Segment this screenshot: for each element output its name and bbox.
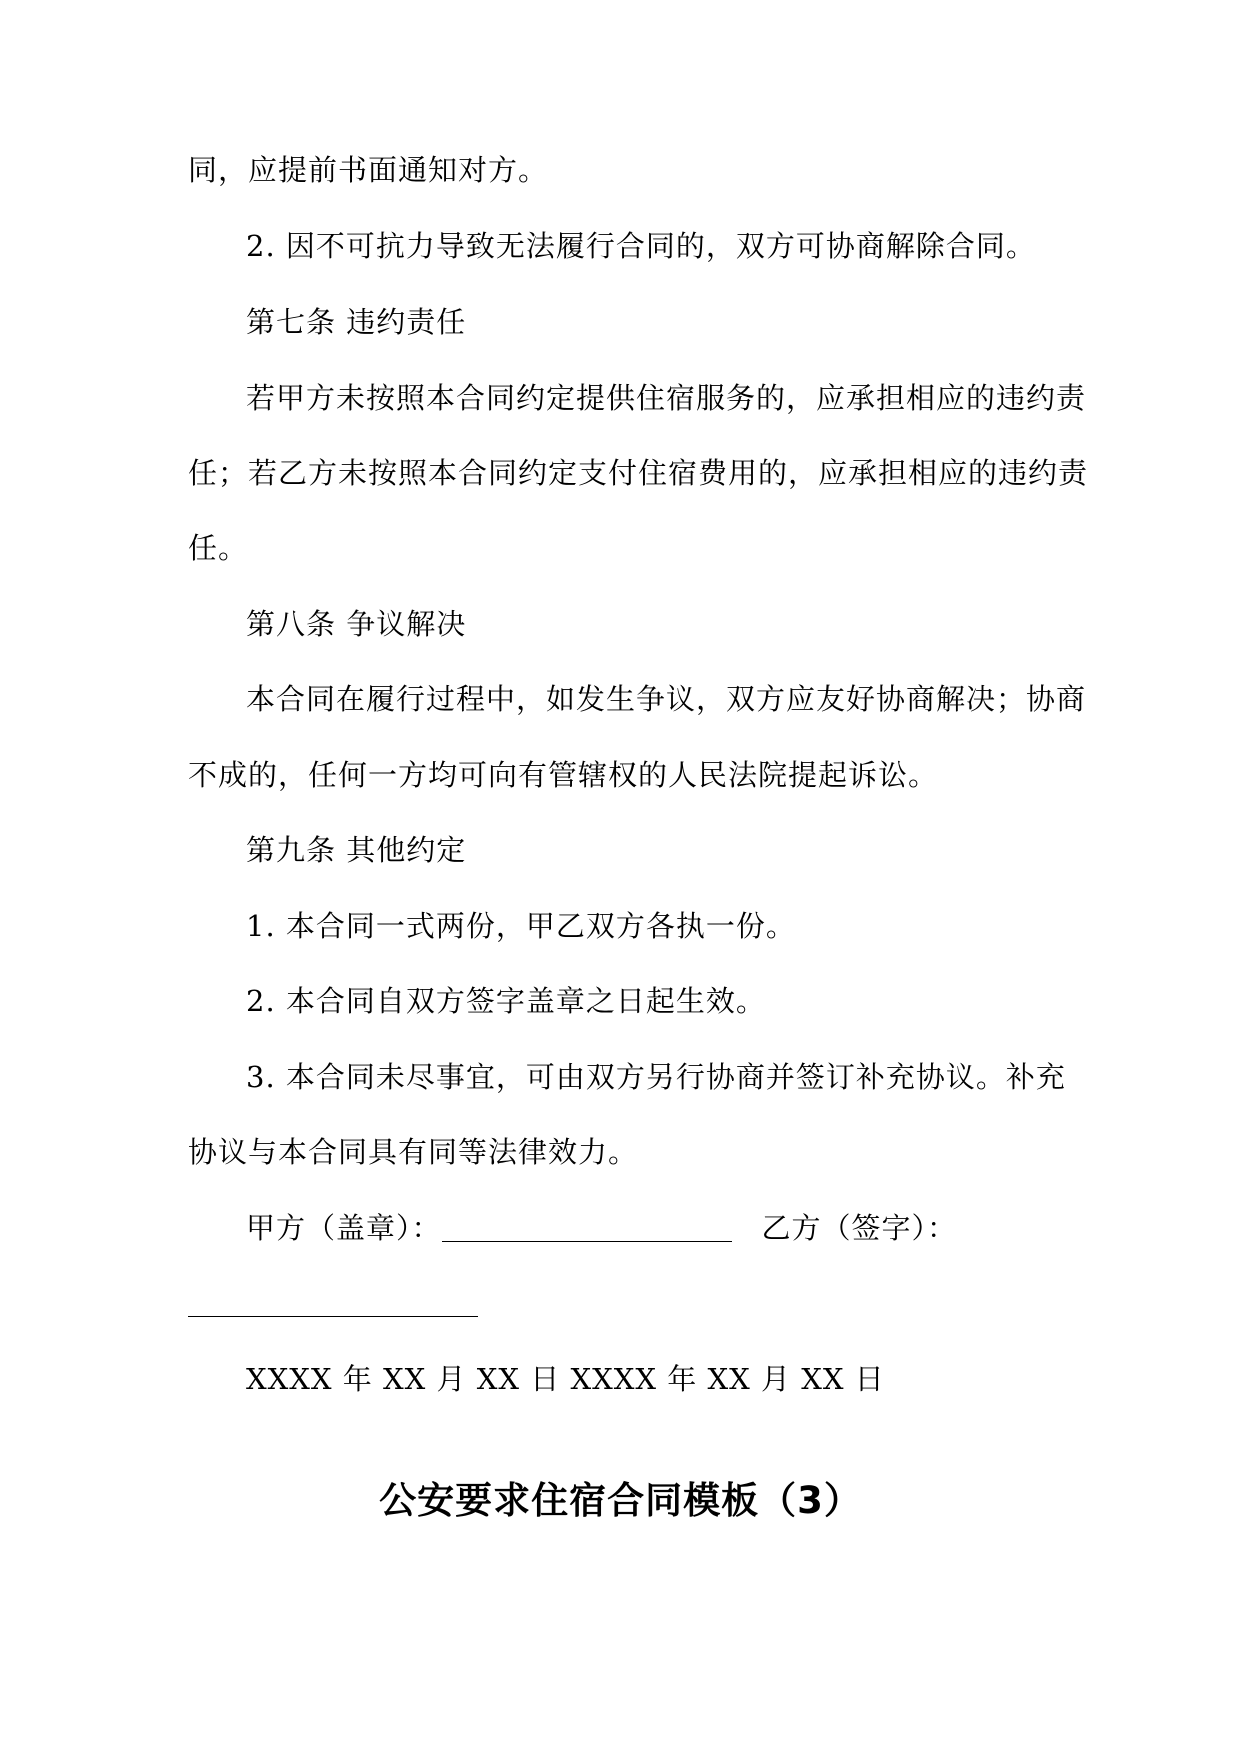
list-item: 3. 本合同未尽事宜，可由双方另行协商并签订补充协议。补充 [246, 1060, 1066, 1094]
party-b-signature-blank [188, 1316, 478, 1317]
paragraph-line: 若甲方未按照本合同约定提供住宿服务的，应承担相应的违约责 [246, 381, 1087, 415]
party-a-label: 甲方（盖章）： [246, 1211, 442, 1245]
section-heading-article-7: 第七条 违约责任 [246, 305, 467, 339]
paragraph-line: 任；若乙方未按照本合同约定支付住宿费用的，应承担相应的违约责 [188, 456, 1089, 490]
paragraph-line: 协议与本合同具有同等法律效力。 [188, 1135, 639, 1169]
paragraph-line: 同，应提前书面通知对方。 [188, 153, 549, 187]
party-b-label: 乙方（签字）： [761, 1211, 958, 1245]
next-contract-title: 公安要求住宿合同模板（3） [379, 1479, 862, 1522]
section-heading-article-8: 第八条 争议解决 [246, 607, 467, 641]
list-item: 2. 因不可抗力导致无法履行合同的，双方可协商解除合同。 [246, 229, 1036, 263]
paragraph-line: 本合同在履行过程中，如发生争议，双方应友好协商解决；协商 [246, 682, 1087, 716]
paragraph-line: 不成的，任何一方均可向有管辖权的人民法院提起诉讼。 [188, 758, 939, 792]
paragraph-line: 任。 [188, 531, 249, 565]
party-a-signature-blank [442, 1240, 732, 1242]
list-item: 1. 本合同一式两份，甲乙双方各执一份。 [246, 909, 796, 943]
date-line: XXXX 年 XX 月 XX 日 XXXX 年 XX 月 XX 日 [246, 1362, 885, 1396]
section-heading-article-9: 第九条 其他约定 [246, 833, 467, 867]
list-item: 2. 本合同自双方签字盖章之日起生效。 [246, 984, 766, 1018]
signature-line [246, 1208, 1058, 1248]
